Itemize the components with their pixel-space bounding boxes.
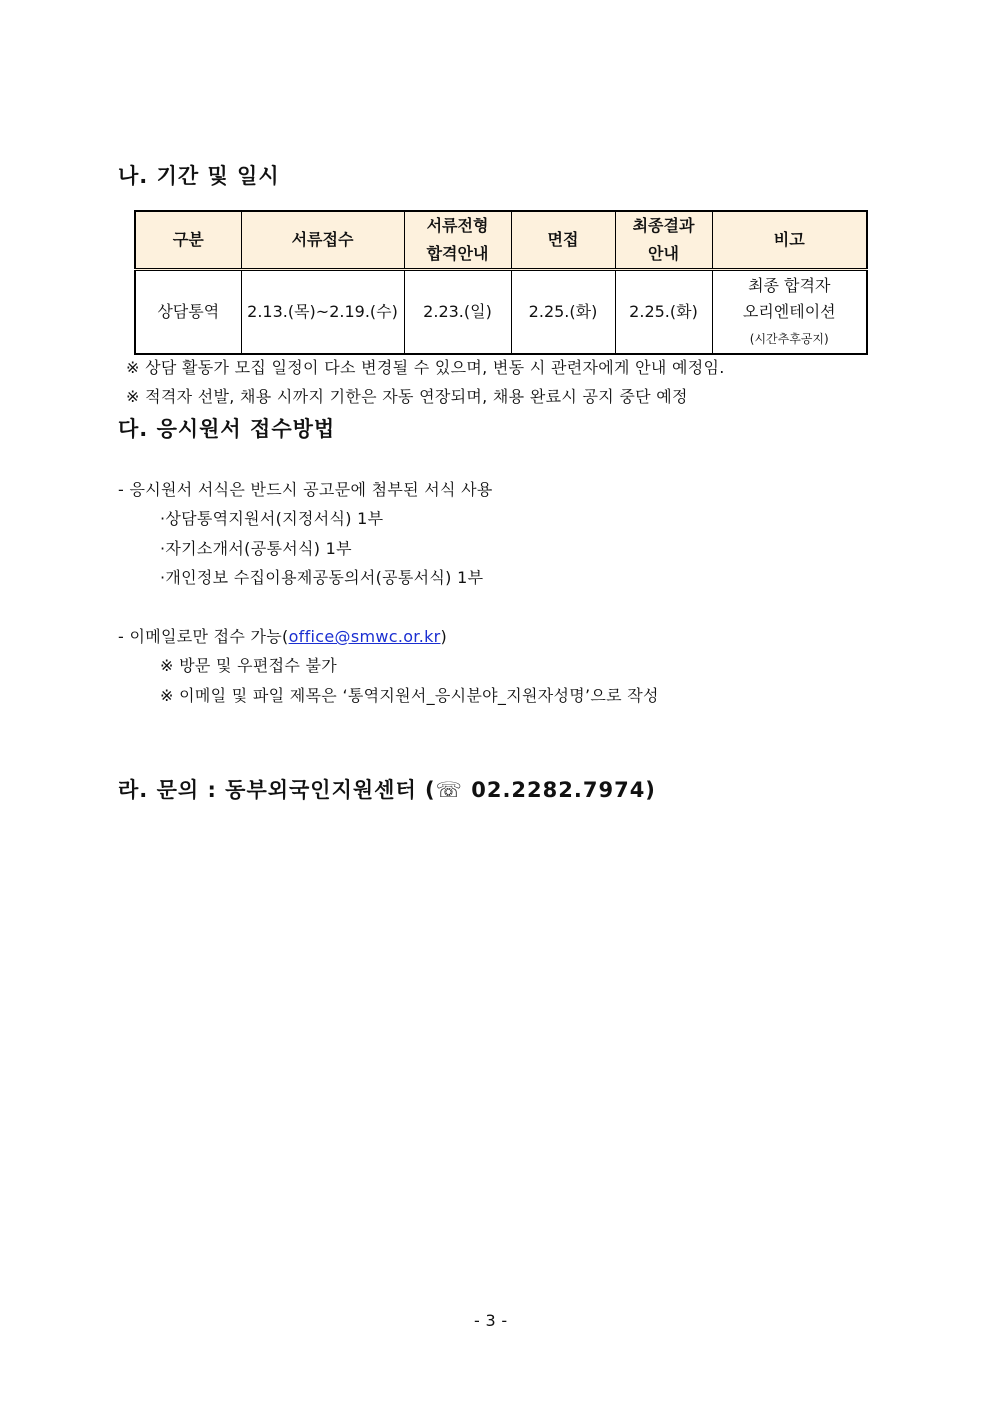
- form-item: ·개인정보 수집이용제공동의서(공통서식) 1부: [160, 568, 484, 587]
- contact-label: 라. 문의 : 동부외국인지원센터 (: [118, 778, 436, 802]
- email-link[interactable]: office@smwc.or.kr: [288, 627, 441, 646]
- schedule-table: [134, 210, 868, 355]
- page-number: - 3 -: [474, 1311, 508, 1330]
- email-line: [118, 624, 447, 647]
- header-interview: 면접: [511, 211, 615, 270]
- section-title-schedule: 나. 기간 및 일시: [118, 164, 280, 188]
- section-title-application: 다. 응시원서 접수방법: [118, 417, 336, 441]
- form-intro: - 응시원서 서식은 반드시 공고문에 첨부된 서식 사용: [118, 480, 493, 499]
- form-item: ·상담통역지원서(지정서식) 1부: [160, 509, 384, 528]
- header-final-result: 최종결과 안내: [615, 211, 712, 270]
- cell-doc-result: 2.23.(일): [404, 270, 511, 355]
- email-note-1: ※ 방문 및 우편접수 불가: [160, 656, 338, 675]
- header-doc-result: 서류전형 합격안내: [404, 211, 511, 270]
- schedule-note-2: ※ 적격자 선발, 채용 시까지 기한은 자동 연장되며, 채용 완료시 공지 중단 예정: [126, 387, 688, 406]
- header-note: 비고: [712, 211, 867, 270]
- schedule-note-1: ※ 상담 활동가 모집 일정이 다소 변경될 수 있으며, 변동 시 관련자에게 안내 예정임.: [126, 358, 725, 377]
- cell-final-result: 2.25.(화): [615, 270, 712, 355]
- cell-category: 상담통역: [135, 270, 241, 355]
- cell-interview: 2.25.(화): [511, 270, 615, 355]
- form-item: ·자기소개서(공통서식) 1부: [160, 539, 352, 558]
- email-prefix: - 이메일로만 접수 가능(: [118, 627, 289, 646]
- table-header-row: [135, 211, 867, 270]
- cell-application: 2.13.(목)~2.19.(수): [241, 270, 404, 355]
- section-title-contact: [118, 774, 656, 804]
- cell-note: 최종 합격자 오리엔테이션 (시간추후공지): [712, 270, 867, 355]
- phone-icon: ☏: [435, 778, 463, 802]
- header-application: 서류접수: [241, 211, 404, 270]
- table-row: [135, 270, 867, 355]
- email-note-2: ※ 이메일 및 파일 제목은 ‘통역지원서_응시분야_지원자성명’으로 작성: [160, 686, 659, 705]
- contact-phone: 02.2282.7974): [462, 778, 656, 802]
- header-category: 구분: [135, 211, 241, 270]
- email-suffix: ): [440, 627, 448, 646]
